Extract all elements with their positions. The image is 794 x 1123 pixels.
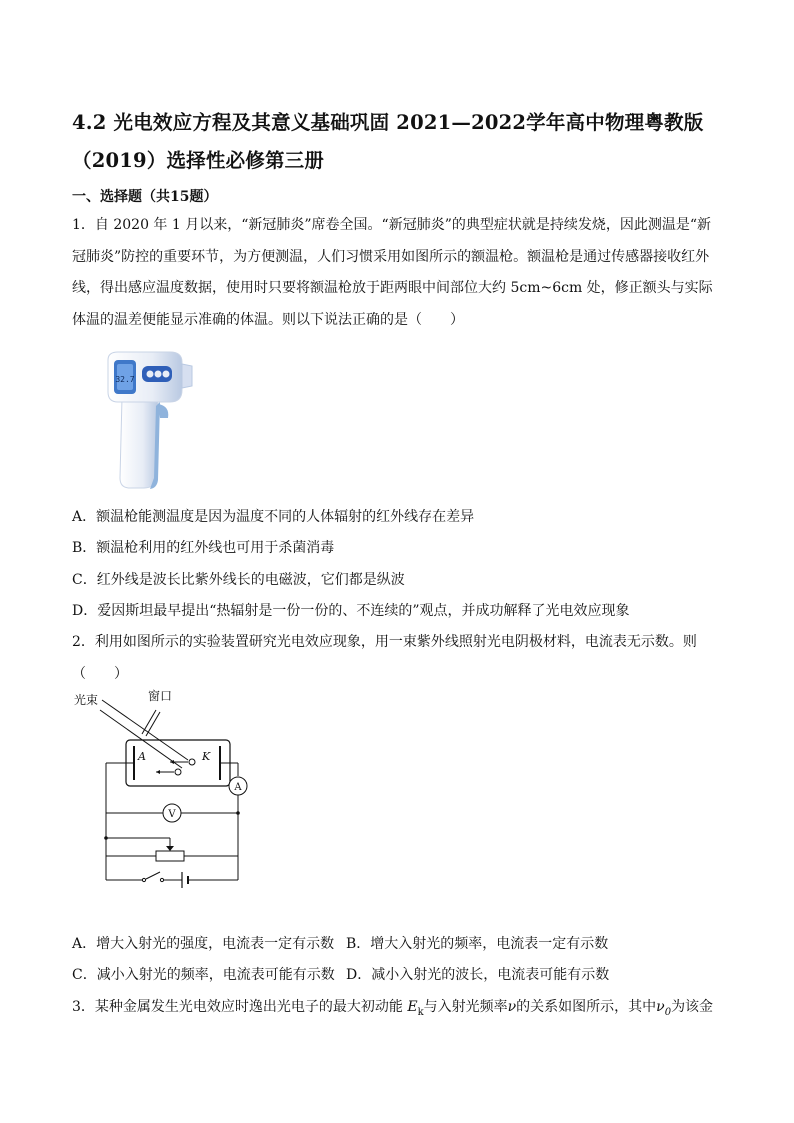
ammeter-label: A [234,782,242,793]
question-1-stem: 1．自 2020 年 1 月以来，“新冠肺炎”席卷全国。“新冠肺炎”的典型症状就是持续发烧，因此测温是“新冠肺炎”防控的重要环节，为方便测温，人们习惯采用如图所示的额温枪。额温枪是通过传感器接收红外线，得出感应温度数据，使用时只要将额温枪放于距两眼中间部位大约 5cm~6cm 处，修正额头与实际体温的温差便能显示准确的体温。则以下说法正确的是（ ） [72,217,713,328]
cathode-label: K [202,750,211,763]
anode-label: A [138,750,146,763]
question-1-option-a: A．额温枪能测温度是因为温度不同的人体辐射的红外线存在差异 [72,509,475,525]
page-title: 4.2 光电效应方程及其意义基础巩固 2021—2022学年高中物理粤教版（2019）选择性必修第三册 [72,111,704,172]
question-2-option-d: D．减小入射光的波长，电流表可能有示数 [346,967,610,983]
photoelectric-circuit-diagram [70,688,260,892]
section-heading: 一、选择题（共15题） [72,189,218,205]
question-2-stem: 2．利用如图所示的实验装置研究光电效应现象，用一束紫外线照射光电阴极材料，电流表无示数。则（ ） [72,634,697,682]
voltmeter-label: V [168,809,176,820]
question-1-option-d: D．爱因斯坦最早提出“热辐射是一份一份的、不连续的”观点，并成功解释了光电效应现象 [72,603,630,619]
question-1-option-c: C．红外线是波长比紫外线长的电磁波，它们都是纵波 [72,572,405,588]
question-3-stem: 3．某种金属发生光电效应时逸出光电子的最大初动能 $E_k$与入射光频率ν的关系如图所示，其中$\nu_0$为该金 [72,999,714,1018]
question-2-option-a: A．增大入射光的强度，电流表一定有示数 [72,936,335,952]
window-label: 窗口 [148,689,173,703]
thermometer-icon [100,346,200,492]
forehead-thermometer-figure [100,346,200,496]
thermometer-display-reading: 32.7 [115,375,135,384]
question-2-option-b: B．增大入射光的频率，电流表一定有示数 [346,936,609,952]
question-1-option-b: B．额温枪利用的红外线也可用于杀菌消毒 [72,540,335,556]
question-2-option-c: C．减小入射光的频率，电流表可能有示数 [72,967,335,983]
beam-label: 光束 [74,693,99,707]
circuit-diagram-svg [70,688,260,888]
